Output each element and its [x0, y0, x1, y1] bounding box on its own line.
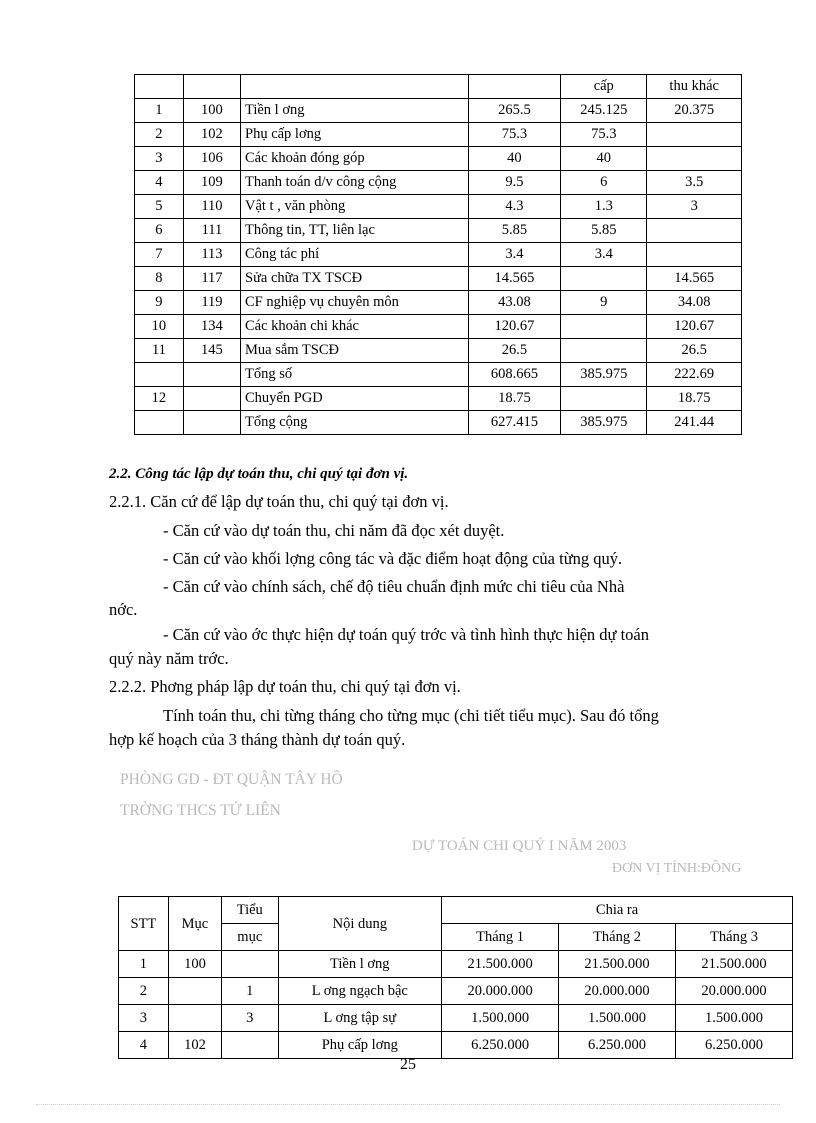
cell-tong: 4.3	[468, 195, 561, 219]
header-muc	[183, 75, 240, 99]
cell-cap: 9	[561, 291, 647, 315]
cell-stt: 2	[135, 123, 184, 147]
cell-tieumuc	[222, 951, 278, 978]
cell-noidung: Phụ cấp lơng	[278, 1032, 442, 1059]
cell-tong: 26.5	[468, 339, 561, 363]
cell-tong: 75.3	[468, 123, 561, 147]
table-row-total	[135, 363, 742, 387]
cell-noidung: Các khoản đóng góp	[241, 147, 469, 171]
cell-thukhac: 26.5	[647, 339, 742, 363]
cell-stt: 2	[119, 978, 169, 1005]
table-row	[135, 267, 742, 291]
header-tieumuc-line1: Tiểu	[222, 897, 278, 924]
bottom-table-body	[119, 951, 793, 1059]
cell-tong: 265.5	[468, 99, 561, 123]
cell-noidung: L ơng tập sự	[278, 1005, 442, 1032]
cell-thukhac: 3	[647, 195, 742, 219]
footer-divider	[36, 1104, 780, 1105]
cell-muc	[168, 1005, 221, 1032]
cell-noidung: Tiền l ơng	[278, 951, 442, 978]
header-muc: Mục	[168, 897, 221, 951]
cell-thukhac	[647, 243, 742, 267]
cell-thukhac: 120.67	[647, 315, 742, 339]
cell-noidung: Mua sắm TSCĐ	[241, 339, 469, 363]
cell-stt	[135, 363, 184, 387]
table-row	[135, 147, 742, 171]
table-row	[135, 123, 742, 147]
cell-thang3: 21.500.000	[676, 951, 793, 978]
cell-stt: 1	[119, 951, 169, 978]
cell-thukhac: 34.08	[647, 291, 742, 315]
cell-tong: 40	[468, 147, 561, 171]
cell-thang1: 1.500.000	[442, 1005, 559, 1032]
cell-thang2: 1.500.000	[559, 1005, 676, 1032]
cell-cap	[561, 267, 647, 291]
paragraph-method: Tính toán thu, chi từng tháng cho từng mục (chi tiết tiểu mục). Sau đó tổng	[163, 706, 659, 725]
table-row	[119, 978, 793, 1005]
table-row	[135, 219, 742, 243]
cell-cap: 385.975	[561, 363, 647, 387]
cell-stt: 10	[135, 315, 184, 339]
form-title: DỰ TOÁN CHI QUÝ I NĂM 2003	[412, 838, 627, 854]
header-tieumuc-line2: mục	[222, 924, 278, 951]
table-row	[119, 951, 793, 978]
table-row	[135, 339, 742, 363]
cell-stt: 4	[135, 171, 184, 195]
cell-tong: 608.665	[468, 363, 561, 387]
page-number: 25	[400, 1056, 416, 1073]
cell-thukhac	[647, 123, 742, 147]
cell-tong: 3.4	[468, 243, 561, 267]
bottom-table	[118, 896, 793, 1059]
cell-stt: 7	[135, 243, 184, 267]
table-row	[135, 387, 742, 411]
cell-thang1: 20.000.000	[442, 978, 559, 1005]
header-thukhac: thu khác	[647, 75, 742, 99]
section-heading: 2.2. Công tác lập dự toán thu, chi quý tại đơn vị.	[109, 466, 409, 482]
cell-thang2: 20.000.000	[559, 978, 676, 1005]
bullet-3: - Căn cứ vào chính sách, chế độ tiêu chuẩn định mức chi tiêu của Nhà	[163, 577, 625, 596]
header-thang3: Tháng 3	[676, 924, 793, 951]
cell-tong: 43.08	[468, 291, 561, 315]
header-thang2: Tháng 2	[559, 924, 676, 951]
cell-muc: 100	[183, 99, 240, 123]
cell-stt: 6	[135, 219, 184, 243]
table-row	[135, 195, 742, 219]
cell-muc: 102	[168, 1032, 221, 1059]
cell-muc: 110	[183, 195, 240, 219]
paragraph-method-cont: hợp kế hoạch của 3 tháng thành dự toán quý.	[109, 730, 406, 749]
paragraph-2-2-2: 2.2.2. Phơng pháp lập dự toán thu, chi quý tại đơn vị.	[109, 677, 461, 696]
cell-cap: 245.125	[561, 99, 647, 123]
cell-cap: 75.3	[561, 123, 647, 147]
bullet-2: - Căn cứ vào khối lợng công tác và đặc điểm hoạt động của từng quý.	[163, 549, 623, 568]
header-noidung	[241, 75, 469, 99]
cell-noidung: Tổng số	[241, 363, 469, 387]
cell-cap: 385.975	[561, 411, 647, 435]
paragraph-2-2-1: 2.2.1. Căn cứ để lập dự toán thu, chi quý tại đơn vị.	[109, 492, 449, 511]
cell-thang3: 20.000.000	[676, 978, 793, 1005]
cell-noidung: Vật t , văn phòng	[241, 195, 469, 219]
cell-muc: 109	[183, 171, 240, 195]
bullet-3-cont: nớc.	[109, 600, 138, 619]
cell-muc: 106	[183, 147, 240, 171]
cell-stt: 5	[135, 195, 184, 219]
cell-thang2: 6.250.000	[559, 1032, 676, 1059]
cell-cap	[561, 339, 647, 363]
form-unit-note: ĐƠN VỊ TÍNH:ĐỒNG	[612, 861, 742, 876]
cell-muc: 119	[183, 291, 240, 315]
bullet-1: - Căn cứ vào dự toán thu, chi năm đã đọc xét duyệt.	[163, 521, 505, 540]
cell-tong: 5.85	[468, 219, 561, 243]
cell-thukhac: 20.375	[647, 99, 742, 123]
table-row	[135, 171, 742, 195]
bottom-table-head	[119, 897, 793, 951]
cell-stt: 1	[135, 99, 184, 123]
cell-noidung: Phụ cấp lơng	[241, 123, 469, 147]
cell-thang2: 21.500.000	[559, 951, 676, 978]
header-chiara: Chia ra	[442, 897, 793, 924]
form-school-line: TRỜNG THCS TỨ LIÊN	[120, 802, 281, 819]
form-office-line: PHÒNG GD - ĐT QUẬN TÂY HỒ	[120, 771, 343, 788]
cell-noidung: Tổng cộng	[241, 411, 469, 435]
table-row	[135, 243, 742, 267]
cell-thukhac: 3.5	[647, 171, 742, 195]
cell-muc	[183, 387, 240, 411]
table-row	[135, 315, 742, 339]
cell-noidung: Các khoản chi khác	[241, 315, 469, 339]
cell-muc	[183, 411, 240, 435]
cell-stt	[135, 411, 184, 435]
cell-noidung: Công tác phí	[241, 243, 469, 267]
budget-summary-table	[134, 74, 742, 435]
header-stt: STT	[119, 897, 169, 951]
cell-stt: 11	[135, 339, 184, 363]
cell-tong: 9.5	[468, 171, 561, 195]
table-row	[119, 1005, 793, 1032]
cell-stt: 8	[135, 267, 184, 291]
cell-thukhac: 18.75	[647, 387, 742, 411]
header-tong	[468, 75, 561, 99]
table-row	[119, 1032, 793, 1059]
cell-noidung: CF nghiệp vụ chuyên môn	[241, 291, 469, 315]
header-stt	[135, 75, 184, 99]
table-row	[135, 99, 742, 123]
cell-noidung: L ơng ngạch bậc	[278, 978, 442, 1005]
cell-noidung: Thông tin, TT, liên lạc	[241, 219, 469, 243]
cell-tong: 120.67	[468, 315, 561, 339]
cell-tieumuc: 3	[222, 1005, 278, 1032]
header-thang1: Tháng 1	[442, 924, 559, 951]
top-table	[134, 74, 742, 435]
cell-muc: 100	[168, 951, 221, 978]
cell-thukhac	[647, 219, 742, 243]
cell-noidung: Chuyển PGD	[241, 387, 469, 411]
cell-thukhac: 14.565	[647, 267, 742, 291]
quarterly-estimate-table	[118, 896, 793, 1059]
bottom-header-row-1	[119, 897, 793, 924]
header-cap: cấp	[561, 75, 647, 99]
cell-cap: 40	[561, 147, 647, 171]
cell-tieumuc: 1	[222, 978, 278, 1005]
cell-cap: 6	[561, 171, 647, 195]
cell-stt: 4	[119, 1032, 169, 1059]
cell-cap: 5.85	[561, 219, 647, 243]
cell-cap: 1.3	[561, 195, 647, 219]
top-table-body	[135, 75, 742, 435]
cell-tieumuc	[222, 1032, 278, 1059]
cell-thukhac	[647, 147, 742, 171]
cell-muc: 145	[183, 339, 240, 363]
cell-thukhac: 241.44	[647, 411, 742, 435]
cell-thukhac: 222.69	[647, 363, 742, 387]
table-row	[135, 291, 742, 315]
cell-stt: 3	[119, 1005, 169, 1032]
cell-thang1: 6.250.000	[442, 1032, 559, 1059]
cell-stt: 9	[135, 291, 184, 315]
cell-noidung: Sửa chữa TX TSCĐ	[241, 267, 469, 291]
cell-muc: 117	[183, 267, 240, 291]
cell-thang3: 6.250.000	[676, 1032, 793, 1059]
cell-cap: 3.4	[561, 243, 647, 267]
cell-muc: 113	[183, 243, 240, 267]
header-noidung: Nội dung	[278, 897, 442, 951]
cell-muc	[168, 978, 221, 1005]
cell-muc: 102	[183, 123, 240, 147]
cell-thang1: 21.500.000	[442, 951, 559, 978]
cell-tong: 14.565	[468, 267, 561, 291]
cell-muc: 111	[183, 219, 240, 243]
cell-noidung: Thanh toán d/v công cộng	[241, 171, 469, 195]
cell-cap	[561, 387, 647, 411]
table-header-row	[135, 75, 742, 99]
cell-muc	[183, 363, 240, 387]
cell-stt: 3	[135, 147, 184, 171]
bullet-4-cont: quý này năm trớc.	[109, 649, 229, 668]
bullet-4: - Căn cứ vào ớc thực hiện dự toán quý trớc và tình hình thực hiện dự toán	[163, 625, 650, 644]
cell-stt: 12	[135, 387, 184, 411]
cell-muc: 134	[183, 315, 240, 339]
table-row-grandtotal	[135, 411, 742, 435]
cell-tong: 18.75	[468, 387, 561, 411]
cell-thang3: 1.500.000	[676, 1005, 793, 1032]
cell-noidung: Tiền l ơng	[241, 99, 469, 123]
cell-tong: 627.415	[468, 411, 561, 435]
cell-cap	[561, 315, 647, 339]
